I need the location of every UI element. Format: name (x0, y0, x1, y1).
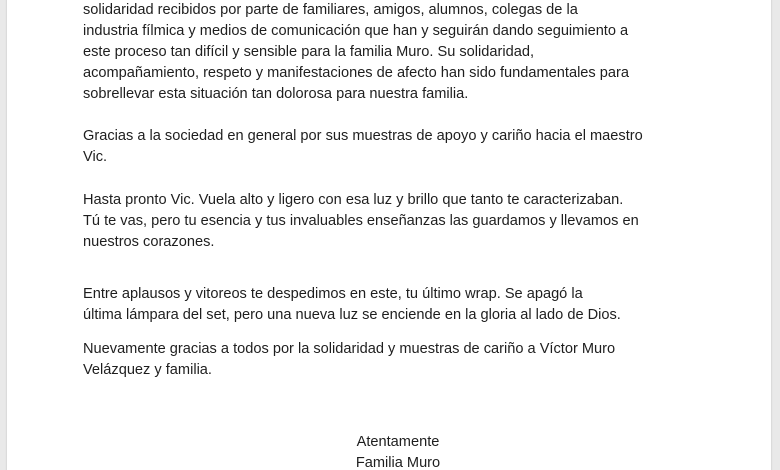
paragraph-line: Hasta pronto Vic. Vuela alto y ligero con esa luz y brillo que tanto te caracterizaban. (83, 192, 624, 208)
paragraph-line: sobrellevar esta situación tan dolorosa para nuestra familia. (83, 86, 469, 102)
paragraph-line: Vic. (83, 149, 108, 165)
paragraph-line: Entre aplausos y vitoreos te despedimos en este, tu último wrap. Se apagó la (83, 286, 583, 302)
paragraph-line: última lámpara del set, pero una nueva luz se enciende en la gloria al lado de Dios. (83, 307, 621, 323)
paragraph-final-thanks (83, 339, 615, 381)
paragraph-gratitude (83, 0, 629, 105)
letter-closing (83, 432, 713, 470)
paragraph-line: este proceso tan difícil y sensible para la familia Muro. Su solidaridad, (83, 44, 535, 60)
paragraph-line: acompañamiento, respeto y manifestaciones de afecto han sido fundamentales para (83, 65, 629, 81)
closing-salutation: Atentamente (356, 434, 440, 450)
paragraph-line: Velázquez y familia. (83, 362, 212, 378)
paragraph-line: solidaridad recibidos por parte de familiares, amigos, alumnos, colegas de la (83, 2, 578, 18)
paragraph-line: industria fílmica y medios de comunicación que han y seguirán dando seguimiento a (83, 23, 629, 39)
paragraph-last-wrap (83, 284, 621, 326)
paragraph-farewell (83, 190, 639, 253)
paragraph-line: nuestros corazones. (83, 234, 215, 250)
paragraph-line: Nuevamente gracias a todos por la solidaridad y muestras de cariño a Víctor Muro (83, 341, 616, 357)
closing-signature: Familia Muro (355, 455, 441, 470)
paragraph-society-thanks (83, 126, 643, 168)
paragraph-line: Gracias a la sociedad en general por sus muestras de apoyo y cariño hacia el maestro (83, 128, 643, 144)
paragraph-line: Tú te vas, pero tu esencia y tus invaluables enseñanzas las guardamos y llevamos en (83, 213, 639, 229)
document-page (7, 0, 771, 470)
